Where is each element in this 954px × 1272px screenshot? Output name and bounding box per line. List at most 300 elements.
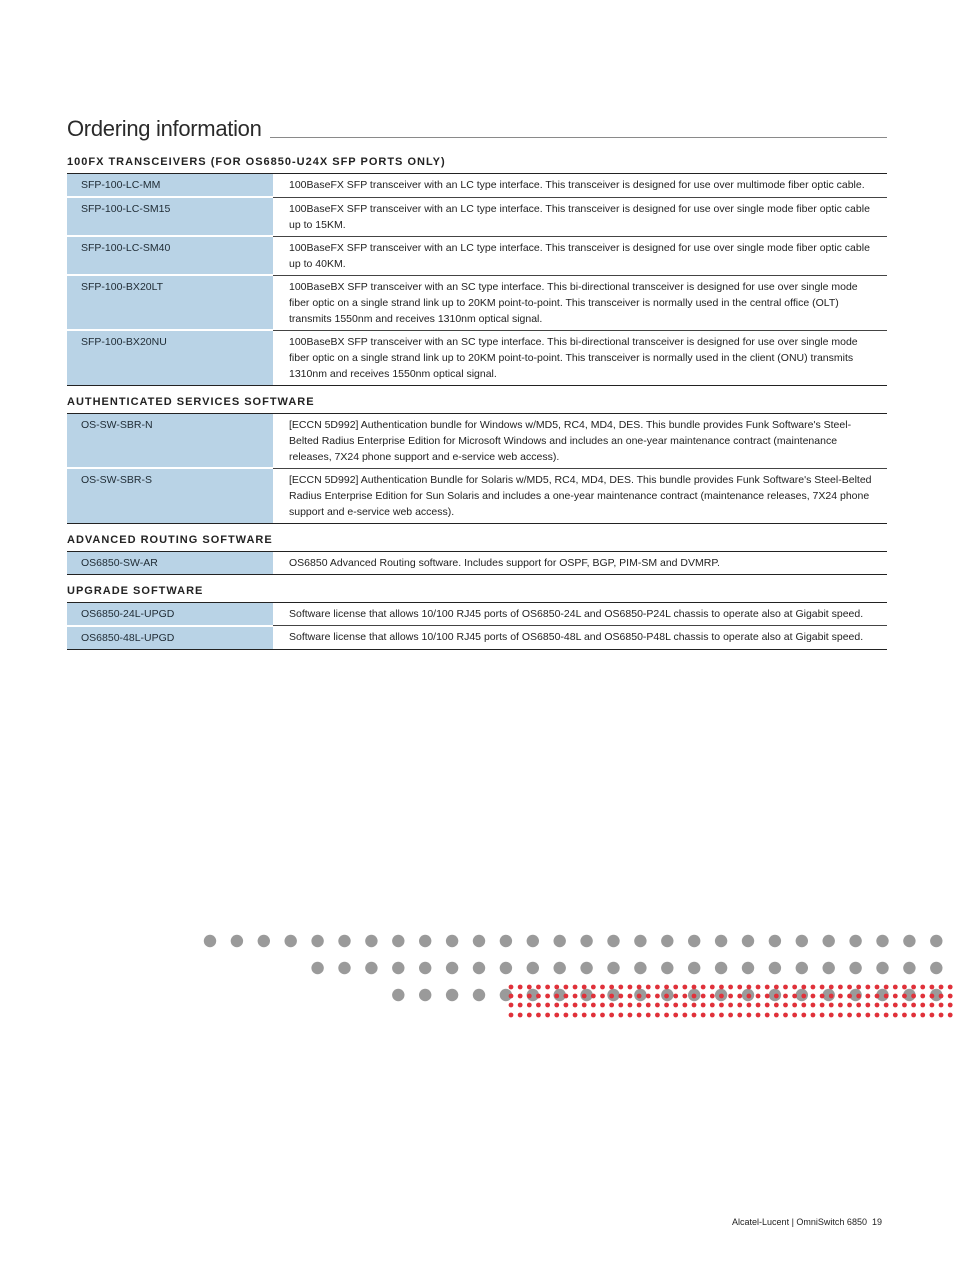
red-dot — [655, 985, 660, 990]
grey-dot — [338, 962, 350, 974]
grey-dot — [903, 989, 915, 1001]
grey-dot — [823, 989, 835, 1001]
red-dot — [811, 1003, 816, 1008]
red-dot — [609, 994, 614, 999]
part-description: [ECCN 5D992] Authentication Bundle for Solaris w/MD5, RC4, MD4, DES. This bundle provides Funk Software's Steel-Belted Radius Enterprise Edition for Sun Solaris and includes a one-year maintenance contract (maintenance releases, 7X24 phone support and e-service web access). — [289, 473, 872, 518]
grey-dot — [554, 935, 566, 947]
grey-dot — [823, 962, 835, 974]
grey-dot — [607, 989, 619, 1001]
red-dot — [856, 994, 861, 999]
grey-dot — [742, 935, 754, 947]
grey-dot — [688, 935, 700, 947]
red-dot — [902, 994, 907, 999]
grey-dot — [446, 962, 458, 974]
red-dot — [902, 985, 907, 990]
red-dot — [774, 1013, 779, 1018]
part-number: SFP-100-BX20LT — [67, 275, 273, 330]
grey-dot — [742, 962, 754, 974]
red-dot — [728, 1013, 733, 1018]
grey-dot — [473, 989, 485, 1001]
part-description: 100BaseFX SFP transceiver with an LC type interface. This transceiver is designed for use over single mode fiber optic cable up to 15KM. — [273, 197, 887, 236]
table-row — [67, 236, 887, 275]
red-dot — [884, 1013, 889, 1018]
red-dot — [582, 994, 587, 999]
red-dot — [728, 1003, 733, 1008]
part-description: Software license that allows 10/100 RJ45 ports of OS6850-24L and OS6850-P24L chassis to operate also at Gigabit speed. — [273, 602, 887, 626]
red-dot — [930, 1013, 935, 1018]
part-description: 100BaseFX SFP transceiver with an LC type interface. This transceiver is designed for use over multimode fiber optic cable. — [273, 174, 887, 198]
grey-dot — [554, 962, 566, 974]
red-dot — [756, 1013, 761, 1018]
table-row — [67, 413, 887, 468]
grey-dot — [769, 989, 781, 1001]
red-dot — [664, 994, 669, 999]
grey-dot — [580, 962, 592, 974]
red-dot — [792, 994, 797, 999]
grey-dot — [876, 989, 888, 1001]
grey-dot — [446, 989, 458, 1001]
red-dot — [893, 1003, 898, 1008]
footer-brand: Alcatel-Lucent — [732, 1217, 790, 1227]
grey-dot — [715, 962, 727, 974]
red-dot — [554, 1013, 559, 1018]
red-dot — [710, 994, 715, 999]
grey-dot — [392, 935, 404, 947]
red-dot — [536, 985, 541, 990]
red-dot — [655, 1003, 660, 1008]
grey-dot — [473, 962, 485, 974]
red-dot — [847, 1013, 852, 1018]
red-dot — [573, 1013, 578, 1018]
red-dot — [783, 985, 788, 990]
red-dot — [573, 1003, 578, 1008]
section-heading-advanced-routing: ADVANCED ROUTING SOFTWARE — [67, 533, 273, 546]
red-dot — [554, 985, 559, 990]
grey-dot — [365, 962, 377, 974]
red-dot — [564, 1003, 569, 1008]
red-dot — [737, 1003, 742, 1008]
grey-dot — [742, 989, 754, 1001]
red-dot — [911, 1013, 916, 1018]
red-dot — [939, 1003, 944, 1008]
red-dot — [692, 994, 697, 999]
grey-dot — [688, 989, 700, 1001]
red-dot — [609, 1003, 614, 1008]
part-number: OS6850-24L-UPGD — [67, 602, 273, 626]
ordering-content — [67, 152, 887, 650]
red-dot — [728, 994, 733, 999]
red-dot — [591, 985, 596, 990]
red-dot — [911, 1003, 916, 1008]
grey-dot — [903, 962, 915, 974]
footer-product: OmniSwitch 6850 — [796, 1217, 867, 1227]
red-dot — [747, 1013, 752, 1018]
title-rule — [270, 137, 887, 138]
red-dot — [591, 1013, 596, 1018]
red-dot — [673, 1013, 678, 1018]
red-dot — [609, 1013, 614, 1018]
grey-dot — [634, 989, 646, 1001]
red-dot — [646, 994, 651, 999]
page-title: Ordering information — [67, 116, 262, 141]
red-dot — [737, 985, 742, 990]
red-dot — [628, 994, 633, 999]
grey-dot — [876, 962, 888, 974]
red-dot — [527, 1013, 532, 1018]
grey-dot — [419, 962, 431, 974]
part-description: OS6850 Advanced Routing software. Includes support for OSPF, BGP, PIM-SM and DVMRP. — [289, 556, 720, 569]
red-dot — [609, 985, 614, 990]
red-dot — [673, 994, 678, 999]
red-dot — [948, 985, 953, 990]
part-number: OS6850-SW-AR — [67, 551, 273, 574]
red-dot — [573, 994, 578, 999]
red-dot — [829, 1013, 834, 1018]
red-dot — [829, 985, 834, 990]
table-row — [67, 551, 887, 574]
grey-dot — [769, 935, 781, 947]
table-advanced-routing — [67, 551, 887, 575]
red-dot — [801, 985, 806, 990]
red-dot — [637, 985, 642, 990]
grey-dot — [876, 935, 888, 947]
red-dot — [838, 1003, 843, 1008]
red-dot — [765, 1013, 770, 1018]
red-dot — [939, 1013, 944, 1018]
red-dot — [573, 985, 578, 990]
red-dot — [838, 1013, 843, 1018]
grey-dot — [392, 962, 404, 974]
red-dot — [893, 994, 898, 999]
grey-dot — [607, 962, 619, 974]
red-dot — [637, 1003, 642, 1008]
red-dot — [911, 994, 916, 999]
red-dot — [710, 985, 715, 990]
red-dot — [591, 1003, 596, 1008]
table-row — [67, 275, 887, 330]
red-dot — [692, 985, 697, 990]
table-row — [67, 626, 887, 650]
part-number: SFP-100-LC-SM15 — [67, 197, 273, 236]
red-dot — [865, 985, 870, 990]
part-description: Software license that allows 10/100 RJ45 ports of OS6850-48L and OS6850-P48L chassis to operate also at Gigabit speed. — [289, 631, 864, 643]
red-dot — [856, 1003, 861, 1008]
red-dot — [847, 1003, 852, 1008]
red-dot — [600, 985, 605, 990]
red-dot — [930, 985, 935, 990]
red-dot — [564, 985, 569, 990]
red-dot — [527, 1003, 532, 1008]
red-dot — [747, 1003, 752, 1008]
red-dot — [783, 1013, 788, 1018]
red-dot — [628, 1013, 633, 1018]
red-dot — [948, 1003, 953, 1008]
red-dot — [820, 994, 825, 999]
grey-dot — [715, 989, 727, 1001]
grey-dot — [527, 962, 539, 974]
footer-page-number: 19 — [871, 1217, 882, 1227]
red-dot — [554, 1003, 559, 1008]
red-dot — [682, 1003, 687, 1008]
grey-dot — [392, 989, 404, 1001]
red-dot — [884, 994, 889, 999]
red-dot — [545, 1003, 550, 1008]
red-dot — [692, 1003, 697, 1008]
red-dot — [920, 985, 925, 990]
table-row — [67, 468, 887, 523]
red-dot — [792, 1003, 797, 1008]
red-dot — [582, 1013, 587, 1018]
grey-dot — [715, 935, 727, 947]
page-footer — [732, 1217, 882, 1227]
grey-dot — [903, 935, 915, 947]
red-dot — [902, 1003, 907, 1008]
red-dot — [710, 1003, 715, 1008]
red-dot — [774, 985, 779, 990]
grey-dot — [849, 935, 861, 947]
grey-dot — [285, 935, 297, 947]
red-dot — [655, 994, 660, 999]
red-dot — [664, 985, 669, 990]
red-dot — [756, 985, 761, 990]
grey-dot — [500, 989, 512, 1001]
grey-dot — [796, 989, 808, 1001]
red-dot — [518, 1013, 523, 1018]
red-dot — [911, 985, 916, 990]
grey-dot — [661, 989, 673, 1001]
red-dot — [756, 994, 761, 999]
grey-dot — [500, 962, 512, 974]
red-dot — [875, 985, 880, 990]
red-dot — [737, 994, 742, 999]
red-dot — [801, 994, 806, 999]
red-dot — [582, 1003, 587, 1008]
grey-dot — [231, 935, 243, 947]
grey-dot — [930, 989, 942, 1001]
grey-dot — [419, 935, 431, 947]
red-dot — [664, 1013, 669, 1018]
grey-dot — [634, 962, 646, 974]
grey-dot — [419, 989, 431, 1001]
grey-dot — [311, 962, 323, 974]
red-dot — [847, 994, 852, 999]
red-dot — [765, 994, 770, 999]
red-dot — [719, 1003, 724, 1008]
red-dot — [884, 1003, 889, 1008]
red-dot — [719, 994, 724, 999]
red-dot — [637, 1013, 642, 1018]
red-dot — [692, 1013, 697, 1018]
red-dot — [527, 994, 532, 999]
section-heading-100fx: 100FX TRANSCEIVERS (FOR OS6850-U24X SFP PORTS ONLY) — [67, 156, 446, 168]
grey-dot — [204, 935, 216, 947]
grey-dot — [796, 935, 808, 947]
grey-dot — [849, 989, 861, 1001]
red-dot — [536, 994, 541, 999]
red-dot — [920, 1003, 925, 1008]
red-dot — [747, 994, 752, 999]
part-number: SFP-100-LC-MM — [67, 174, 273, 198]
red-dot — [847, 985, 852, 990]
red-dot — [509, 1013, 514, 1018]
red-dot — [518, 994, 523, 999]
red-dot — [884, 985, 889, 990]
footer-separator: | — [789, 1217, 797, 1227]
red-dot — [829, 1003, 834, 1008]
part-description: 100BaseFX SFP transceiver with an LC type interface. This transceiver is designed for use over single mode fiber optic cable up to 40KM. — [273, 236, 887, 275]
red-dot — [811, 1013, 816, 1018]
red-dot — [865, 994, 870, 999]
red-dot — [875, 1003, 880, 1008]
part-number: SFP-100-BX20NU — [67, 330, 273, 385]
grey-dot — [500, 935, 512, 947]
red-dot — [710, 1013, 715, 1018]
red-dot — [820, 985, 825, 990]
red-dot — [719, 1013, 724, 1018]
red-dot — [792, 985, 797, 990]
red-dot — [564, 994, 569, 999]
red-dot — [893, 985, 898, 990]
red-dot — [655, 1013, 660, 1018]
red-dot — [756, 1003, 761, 1008]
part-description: 100BaseBX SFP transceiver with an SC type interface. This bi-directional transceiver is designed for use over single mode fiber optic on a single strand link up to 20KM point-to-point. This transceiver is normally used in the client (ONU) transmits 1310nm and receives 1550nm optical signal. — [289, 335, 858, 380]
red-dot — [673, 1003, 678, 1008]
red-dot — [728, 985, 733, 990]
red-dot — [554, 994, 559, 999]
grey-dot — [580, 989, 592, 1001]
section-heading-upgrade-software: UPGRADE SOFTWARE — [67, 584, 204, 597]
grey-dot — [661, 935, 673, 947]
red-dot — [509, 994, 514, 999]
red-dot — [920, 1013, 925, 1018]
table-100fx-transceivers — [67, 173, 887, 386]
grey-dot — [823, 935, 835, 947]
red-dot — [792, 1013, 797, 1018]
red-dot — [637, 994, 642, 999]
red-dot — [701, 985, 706, 990]
red-dot — [618, 1003, 623, 1008]
part-number: OS-SW-SBR-S — [67, 468, 273, 523]
red-dot — [536, 1013, 541, 1018]
red-dot — [783, 1003, 788, 1008]
grey-dot — [473, 935, 485, 947]
red-dot — [829, 994, 834, 999]
red-dot — [939, 994, 944, 999]
grey-dot — [849, 962, 861, 974]
red-dot — [948, 1013, 953, 1018]
table-row — [67, 602, 887, 626]
red-dot — [564, 1013, 569, 1018]
red-dot — [875, 1013, 880, 1018]
grey-dot — [796, 962, 808, 974]
part-number: SFP-100-LC-SM40 — [67, 236, 273, 275]
red-dot — [765, 1003, 770, 1008]
red-dot — [920, 994, 925, 999]
red-dot — [591, 994, 596, 999]
table-row — [67, 330, 887, 385]
red-dot — [719, 985, 724, 990]
red-dot — [618, 985, 623, 990]
red-dot — [701, 994, 706, 999]
red-dot — [682, 994, 687, 999]
red-dot — [582, 985, 587, 990]
grey-dot — [446, 935, 458, 947]
red-dot — [646, 1003, 651, 1008]
part-description: [ECCN 5D992] Authentication bundle for Windows w/MD5, RC4, MD4, DES. This bundle provides Funk Software's Steel-Belted Radius Enterprise Edition for Microsoft Windows and includes an one-year maintenance contract (maintenance releases, 7X24 phone support and e-service web access). — [273, 413, 887, 468]
table-authenticated-services — [67, 413, 887, 524]
red-dot — [865, 1013, 870, 1018]
red-dot — [774, 1003, 779, 1008]
red-dot — [527, 985, 532, 990]
table-upgrade-software — [67, 602, 887, 650]
grey-dot — [688, 962, 700, 974]
red-dot — [737, 1013, 742, 1018]
red-dot — [801, 1013, 806, 1018]
red-dot — [545, 985, 550, 990]
red-dot — [545, 1013, 550, 1018]
red-dot — [600, 1013, 605, 1018]
red-dot — [600, 994, 605, 999]
grey-dot — [311, 935, 323, 947]
red-dot — [628, 985, 633, 990]
red-dot — [930, 1003, 935, 1008]
red-dot — [618, 1013, 623, 1018]
red-dot — [618, 994, 623, 999]
grey-dot — [580, 935, 592, 947]
grey-dot — [607, 935, 619, 947]
red-dot — [774, 994, 779, 999]
red-dot — [902, 1013, 907, 1018]
red-dot — [509, 985, 514, 990]
red-dot — [948, 994, 953, 999]
red-dot — [939, 985, 944, 990]
red-dot — [893, 1013, 898, 1018]
table-row — [67, 174, 887, 198]
red-dot — [509, 1003, 514, 1008]
part-description: 100BaseBX SFP transceiver with an SC type interface. This bi-directional transceiver is designed for use over single mode fiber optic on a single strand link up to 20KM point-to-point. This transceiver is normally used in the central office (OLT) transmits 1550nm and receives 1310nm optical signal. — [273, 275, 887, 330]
grey-dot — [930, 935, 942, 947]
red-dot — [838, 985, 843, 990]
red-dot — [518, 985, 523, 990]
grey-dot — [634, 935, 646, 947]
red-dot — [646, 985, 651, 990]
grey-dot — [554, 989, 566, 1001]
red-dot — [820, 1013, 825, 1018]
red-dot — [856, 1013, 861, 1018]
red-dot — [865, 1003, 870, 1008]
grey-dot — [769, 962, 781, 974]
red-dot — [838, 994, 843, 999]
grey-dot — [338, 935, 350, 947]
red-dot — [701, 1013, 706, 1018]
red-dot — [536, 1003, 541, 1008]
part-number: OS6850-48L-UPGD — [67, 626, 273, 650]
grey-dot — [258, 935, 270, 947]
red-dot — [646, 1013, 651, 1018]
red-dot — [811, 994, 816, 999]
red-dot — [701, 1003, 706, 1008]
red-dot — [628, 1003, 633, 1008]
red-dot — [682, 985, 687, 990]
red-dot — [518, 1003, 523, 1008]
red-dot — [765, 985, 770, 990]
red-dot — [856, 985, 861, 990]
red-dot — [664, 1003, 669, 1008]
grey-dot — [930, 962, 942, 974]
red-dot — [545, 994, 550, 999]
red-dot — [801, 1003, 806, 1008]
red-dot — [673, 985, 678, 990]
